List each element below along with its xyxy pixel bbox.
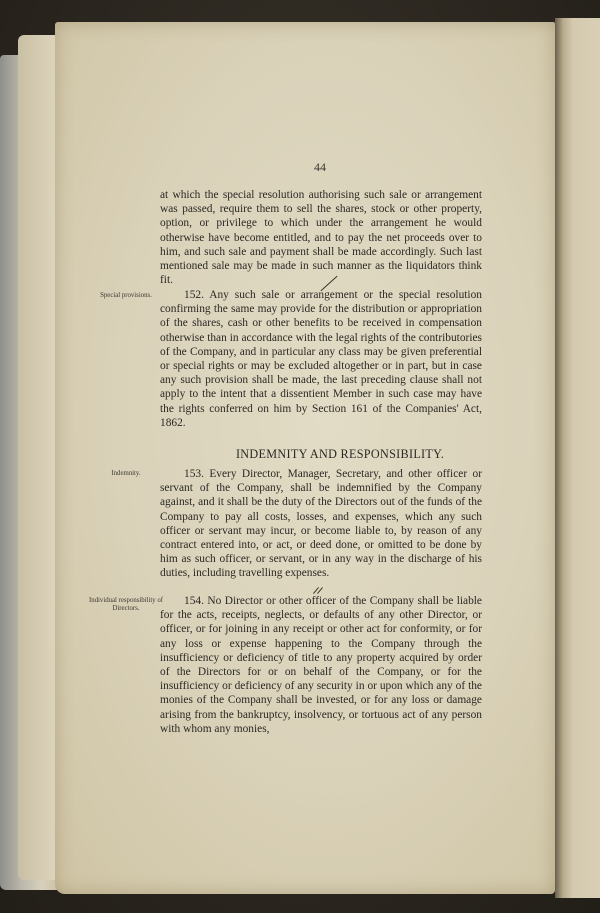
section-heading: INDEMNITY AND RESPONSIBILITY. bbox=[235, 447, 445, 461]
paragraph-154: 154. No Director or other officer of the Company shall be liable for the acts, receipts, neglects, or defaults of any other Director, or officer, or for joining in any receipt or other act for conformity, or for any loss or expense happening to the Company through the insufficiency or deficiency of title to any property acquired by order of the Directors for or on behalf of the Company, or for the insufficiency or deficiency of any security in or upon which any of the monies of the Company shall be invested, or for any loss or damage arising from the bankruptcy, insolvency, or tortuous act of any person with whom any monies, bbox=[160, 595, 482, 735]
facing-page-edge bbox=[555, 18, 600, 898]
paragraph-151-continued: at which the special resolution authorising such sale or arrangement was passed, require them to sell the shares, stock or other property, option, or privilege to which under the arrangement he would otherwise have become entitled, and to pay the net proceeds over to him, and such sale and payment shall be made accordingly. Such last mentioned sale may be made in such manner as the liquidators think fit. bbox=[160, 189, 482, 287]
page-number: 44 bbox=[314, 160, 326, 174]
margin-note-individual-responsibility: Individual responsibility of Directors. bbox=[88, 597, 163, 612]
paragraph-153: 153. Every Director, Manager, Secretary, and other officer or servant of the Company, shall be indemnified by the Company against, and it shall be the duty of the Directors out of the funds of the Company to pay all costs, losses, and expenses, which any such officer or servant may incur, or become liable to, by reason of any contract entered into, or act, or deed done, or omitted to be done by him as such officer, or servant, or in any way in the discharge of his duties, including travelling expenses. bbox=[160, 468, 482, 580]
margin-note-special-provisions: Special provisions. bbox=[100, 292, 152, 299]
margin-note-indemnity: Indemnity. bbox=[111, 470, 141, 477]
paragraph-152: 152. Any such sale or arrangement or the special resolution confirming the same may provide for the distribution or appropriation of the shares, cash or other benefits to be received in compensation otherwise than in accordance with the legal rights of the contributories of the Company, and in particular any class may be given preferential or special rights or may be excluded altogether or in part, but in case any such provision shall be made, the last preceding clause shall not apply to the intent that a dissentient Member in such case may have the rights conferred on him by Section 161 of the Companies' Act, 1862. bbox=[160, 289, 482, 429]
